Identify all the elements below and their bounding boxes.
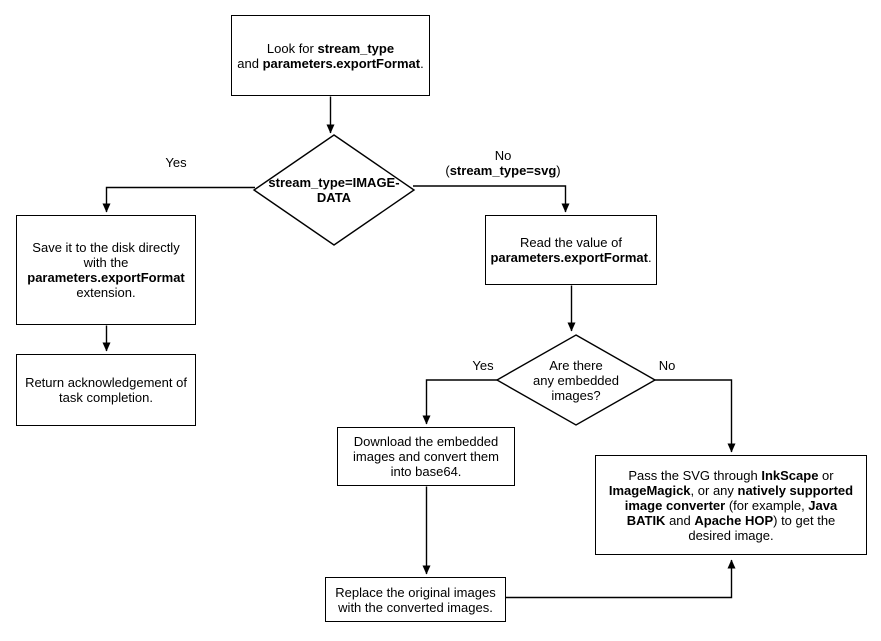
pass-svg-text: Pass the SVG through InkScape or ImageMagick, or any natively supported image converter (for example, Java BATIK and Apache HOP) to get the desired image. — [608, 467, 854, 543]
edge-replace-to-pass — [506, 560, 732, 598]
return-ack-text: Return acknowledgement of task completion. — [25, 375, 187, 405]
replace-images-box — [325, 577, 506, 622]
replace-images-text: Replace the original images with the converted images. — [335, 584, 496, 615]
yes-label-embedded: Yes — [472, 358, 494, 373]
embedded-images-decision-diamond — [497, 335, 655, 425]
edge-streamtype-no-to-read — [413, 186, 566, 212]
stream-type-decision-text: stream_type=IMAGE- DATA — [268, 175, 400, 205]
return-ack-box — [16, 354, 196, 426]
read-value-box — [485, 215, 657, 285]
stream-type-decision-diamond — [254, 135, 414, 245]
edge-embedded-yes-to-download — [427, 380, 498, 424]
embedded-images-decision-text: Are there any embedded images? — [532, 357, 619, 403]
look-for-box — [231, 15, 430, 96]
pass-svg-box — [595, 455, 867, 555]
yes-label-stream-type: Yes — [165, 155, 187, 170]
no-label-stream-type: No (stream_type=svg) — [445, 148, 561, 178]
download-embedded-box — [337, 427, 515, 486]
look-for-text: Look for stream_type and parameters.exportFormat. — [237, 40, 424, 71]
edge-embedded-no-to-pass — [655, 380, 732, 452]
no-label-embedded: No — [658, 358, 676, 373]
read-value-text: Read the value of parameters.exportFormat. — [490, 235, 652, 265]
edge-streamtype-yes-to-save — [107, 188, 256, 213]
save-to-disk-box — [16, 215, 196, 325]
save-to-disk-text: Save it to the disk directly with the parameters.exportFormat extension. — [27, 240, 185, 300]
download-embedded-text: Download the embedded images and convert them into base64. — [353, 434, 499, 479]
